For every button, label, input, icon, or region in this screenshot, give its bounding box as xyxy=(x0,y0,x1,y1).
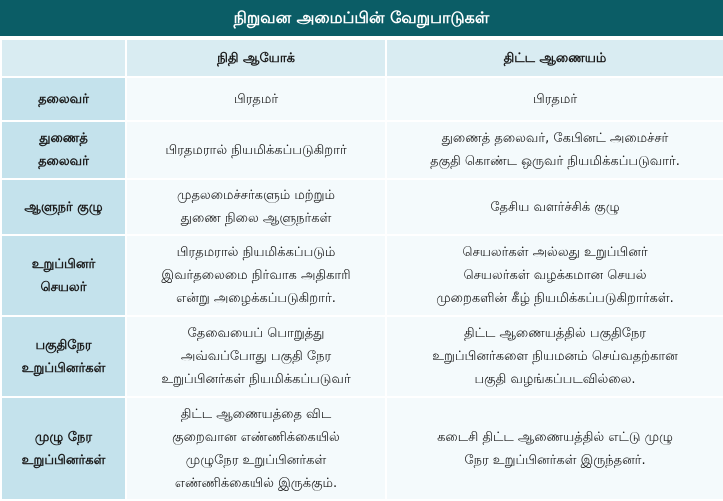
cell-line: உறுப்பினர்களை நியமனம் செய்வதற்கான xyxy=(432,349,678,364)
table-row xyxy=(1,397,723,500)
row-label-line: துணைத் xyxy=(39,131,88,146)
cell-line: பிரதமர் xyxy=(233,91,279,107)
row-label xyxy=(1,121,126,179)
row-label-line: முழு நேர xyxy=(34,429,93,445)
niti-cell xyxy=(126,179,386,235)
niti-cell xyxy=(126,121,386,179)
cell-line: பிரதமரால் நியமிக்கப்படுகிறார் xyxy=(165,142,347,158)
header-corner xyxy=(1,39,126,77)
column-header-planning-commission: திட்ட ஆணையம் xyxy=(386,39,723,77)
row-label-line: உறுப்பினர்கள் xyxy=(21,360,106,376)
cell-line: செயலர்கள் அல்லது உறுப்பினர் xyxy=(462,245,648,260)
cell-line: முறைகளின் கீழ் நியமிக்கப்படுகிறார்கள். xyxy=(436,291,674,306)
plan-cell xyxy=(386,316,723,397)
niti-cell xyxy=(126,235,386,316)
row-label xyxy=(1,235,126,316)
row-label xyxy=(1,179,126,235)
plan-cell xyxy=(386,121,723,179)
table-title: நிறுவன அமைப்பின் வேறுபாடுகள் xyxy=(0,0,723,38)
cell-line: உறுப்பினர்கள் நியமிக்கப்படுவர் xyxy=(161,372,351,387)
cell-line: குறைவான எண்ணிக்கையில் xyxy=(172,429,340,445)
cell-line: நேர உறுப்பினர்கள் இருந்தனர். xyxy=(464,452,646,468)
cell-line: தேசிய வளர்ச்சிக் குழு xyxy=(490,199,620,215)
column-header-niti-aayog: நிதி ஆயோக் xyxy=(126,39,386,77)
niti-cell xyxy=(126,397,386,500)
table-row xyxy=(1,121,723,179)
niti-cell xyxy=(126,77,386,121)
row-label-line: ஆளுநர் குழு xyxy=(24,199,103,215)
row-label-line: செயலர் xyxy=(40,279,87,295)
plan-cell xyxy=(386,397,723,500)
cell-line: பகுதி வழங்கப்படவில்லை. xyxy=(474,372,636,387)
cell-line: துணை நிலை ஆளுநர்கள் xyxy=(180,211,332,226)
row-label xyxy=(1,316,126,397)
table-row xyxy=(1,235,723,316)
table-row xyxy=(1,316,723,397)
niti-cell xyxy=(126,316,386,397)
row-label-line: தலைவர் xyxy=(38,91,89,107)
table-row xyxy=(1,179,723,235)
row-label-line: உறுப்பினர்கள் xyxy=(21,452,106,468)
cell-line: தகுதி கொண்ட ஒருவர் நியமிக்கப்படுவார். xyxy=(430,154,680,169)
cell-line: என்று அழைக்கப்படுகிறார். xyxy=(176,291,336,306)
cell-line: கடைசி திட்ட ஆணையத்தில் எட்டு முழு xyxy=(437,429,673,445)
cell-line: பிரதமர் xyxy=(532,91,578,107)
row-label-line: பகுதிநேர xyxy=(35,337,92,353)
plan-cell xyxy=(386,235,723,316)
cell-line: தேவையைப் பொறுத்து xyxy=(187,326,325,341)
header-row xyxy=(1,39,723,77)
plan-cell xyxy=(386,77,723,121)
cell-line: அவ்வப்போது பகுதி நேர xyxy=(180,349,332,364)
cell-line: முழுநேர உறுப்பினர்கள் xyxy=(185,452,327,468)
comparison-table xyxy=(0,38,723,501)
plan-cell xyxy=(386,179,723,235)
table-row xyxy=(1,77,723,121)
cell-line: திட்ட ஆணையத்தில் பகுதிநேர xyxy=(463,326,647,341)
row-label xyxy=(1,77,126,121)
cell-line: திட்ட ஆணையத்தை விட xyxy=(180,406,332,422)
row-label xyxy=(1,397,126,500)
cell-line: எண்ணிக்கையில் இருக்கும். xyxy=(174,475,338,491)
cell-line: பிரதமரால் நியமிக்கப்படும் xyxy=(176,245,336,260)
row-label-line: தலைவர் xyxy=(38,154,89,169)
row-label-line: உறுப்பினர் xyxy=(31,256,96,272)
cell-line: முதலமைச்சர்களும் மற்றும் xyxy=(177,188,335,203)
cell-line: செயலர்கள் வழக்கமான செயல் xyxy=(463,268,647,283)
cell-line: துணைத் தலைவர், கேபினட் அமைச்சர் xyxy=(441,131,669,146)
cell-line: இவர்தலைமை நிர்வாக அதிகாரி xyxy=(161,268,351,283)
